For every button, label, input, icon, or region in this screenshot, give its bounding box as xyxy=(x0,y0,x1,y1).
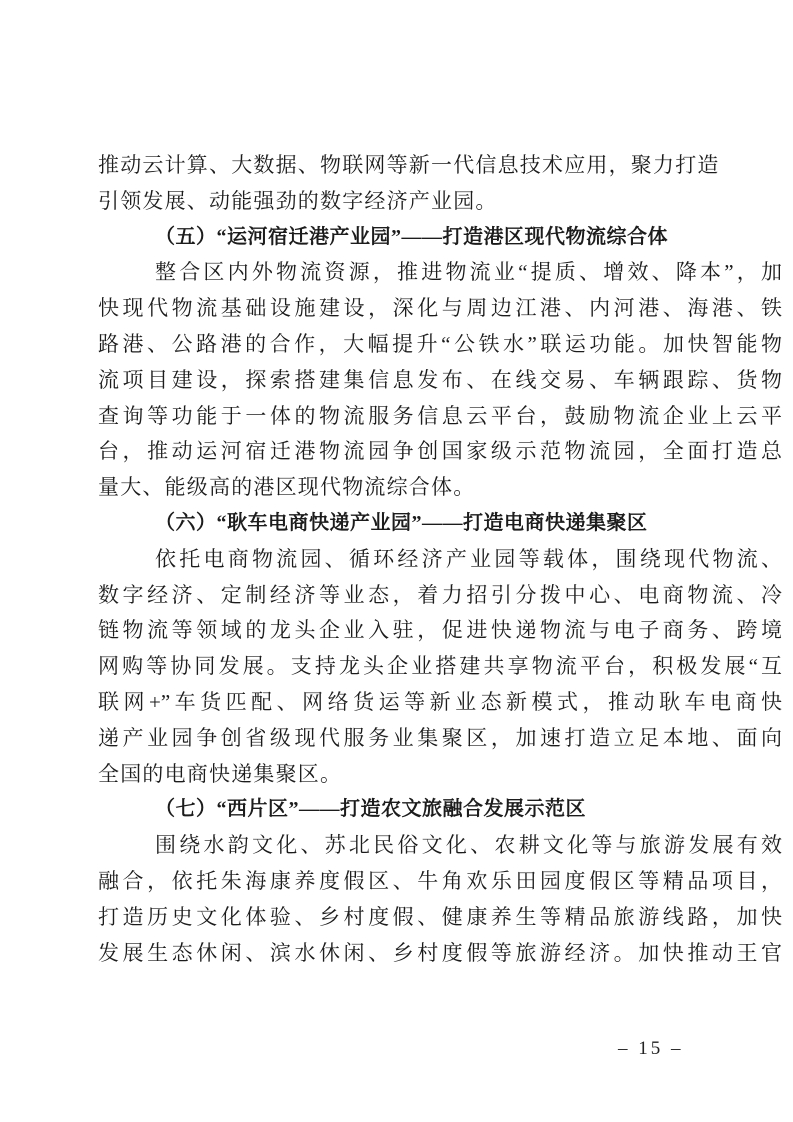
body-text-line: 融合，依托朱海康养度假区、牛角欢乐田园度假区等精品项目， xyxy=(98,868,782,893)
body-text-line: 递产业园争创省级现代服务业集聚区，加速打造立足本地、面向 xyxy=(98,725,782,750)
section-heading-5: （五）“运河宿迁港产业园”——打造港区现代物流综合体 xyxy=(155,225,668,248)
page-number: – 15 – xyxy=(618,1038,684,1059)
body-text-line: 全国的电商快递集聚区。 xyxy=(98,761,343,786)
body-text-line: 量大、能级高的港区现代物流综合体。 xyxy=(98,475,476,500)
body-text-line: 围绕水韵文化、苏北民俗文化、农耕文化等与旅游发展有效 xyxy=(155,833,782,858)
body-text-line: 链物流等领域的龙头企业入驻，促进快递物流与电子商务、跨境 xyxy=(98,618,782,643)
body-text-line: 引领发展、动能强劲的数字经济产业园。 xyxy=(98,188,498,213)
body-text-line: 打造历史文化体验、乡村度假、健康养生等精品旅游线路，加快 xyxy=(98,904,782,929)
body-text-line: 快现代物流基础设施建设，深化与周边江港、内河港、海港、铁 xyxy=(98,296,782,321)
body-text-line: 台，推动运河宿迁港物流园争创国家级示范物流园，全面打造总 xyxy=(98,439,782,464)
body-text-line: 查询等功能于一体的物流服务信息云平台，鼓励物流企业上云平 xyxy=(98,403,782,428)
body-text-line: 数字经济、定制经济等业态，着力招引分拨中心、电商物流、冷 xyxy=(98,582,782,607)
body-text-line: 发展生态休闲、滨水休闲、乡村度假等旅游经济。加快推动王官 xyxy=(98,940,782,965)
body-text-line: 网购等协同发展。支持龙头企业搭建共享物流平台，积极发展“互 xyxy=(98,654,782,679)
body-text-line: 推动云计算、大数据、物联网等新一代信息技术应用，聚力打造 xyxy=(98,153,720,177)
section-heading-7: （七）“西片区”——打造农文旅融合发展示范区 xyxy=(155,798,586,821)
document-body xyxy=(98,148,782,971)
body-text-line: 流项目建设，探索搭建集信息发布、在线交易、车辆跟踪、货物 xyxy=(98,367,782,392)
body-text-line: 路港、公路港的合作，大幅提升“公铁水”联运功能。加快智能物 xyxy=(98,331,782,356)
body-text-line: 整合区内外物流资源，推进物流业“提质、增效、降本”，加 xyxy=(155,260,782,285)
body-text-line: 联网+”车货匹配、网络货运等新业态新模式，推动耿车电商快 xyxy=(98,689,782,714)
body-text-line: 依托电商物流园、循环经济产业园等载体，围绕现代物流、 xyxy=(155,546,782,571)
section-heading-6: （六）“耿车电商快递产业园”——打造电商快递集聚区 xyxy=(155,511,648,534)
